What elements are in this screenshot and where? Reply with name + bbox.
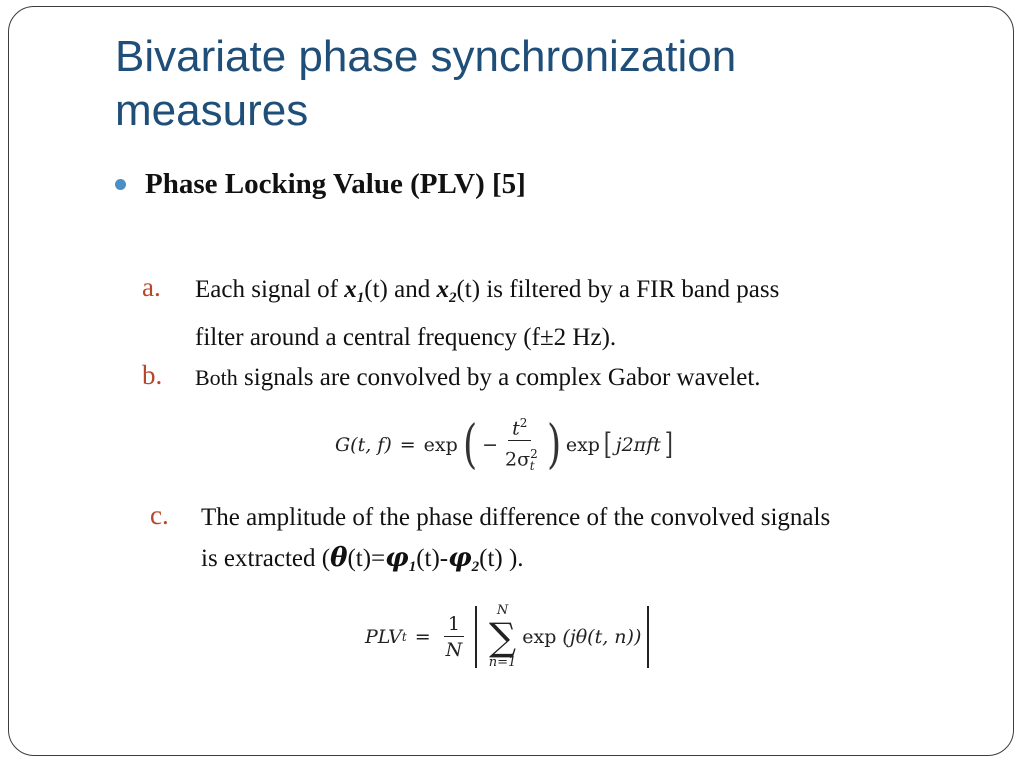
var-x2: x bbox=[436, 276, 449, 303]
item-c-part: is extracted ( bbox=[201, 545, 331, 572]
item-marker-b: b. bbox=[142, 360, 163, 390]
gabor-den: 2σ bbox=[505, 448, 531, 471]
gabor-num: t bbox=[512, 417, 520, 440]
plv-eq: = bbox=[414, 626, 431, 648]
var-phi2: φ bbox=[448, 543, 472, 573]
gabor-lhs: G(t, f) bbox=[335, 434, 392, 456]
var-x1: x bbox=[344, 276, 357, 303]
item-c-line1: The amplitude of the phase difference of the convolved signals bbox=[201, 504, 831, 531]
sum-operator bbox=[489, 604, 517, 670]
item-marker-a: a. bbox=[142, 272, 161, 302]
var-x1-sub: 1 bbox=[356, 290, 365, 306]
gabor-fraction-den bbox=[501, 441, 539, 479]
abs-left-bar-icon bbox=[475, 606, 477, 668]
left-bracket-icon: [ bbox=[603, 427, 612, 462]
gabor-minus: − bbox=[482, 434, 499, 456]
item-a-part: Each signal of bbox=[195, 276, 345, 303]
gabor-fraction-num bbox=[508, 411, 531, 441]
item-c-part: (t)- bbox=[416, 545, 449, 572]
right-bracket-icon: ] bbox=[664, 427, 673, 462]
item-marker-c: c. bbox=[150, 500, 169, 530]
plv-fraction bbox=[442, 612, 467, 663]
item-b-lead: Both bbox=[195, 365, 238, 390]
item-c-part: (t)= bbox=[347, 545, 386, 572]
formula-plv bbox=[365, 602, 655, 672]
var-phi1: φ bbox=[385, 543, 409, 573]
item-b-text bbox=[195, 358, 955, 398]
gabor-num-sup: 2 bbox=[519, 415, 528, 430]
plv-lhs-sub: t bbox=[401, 630, 407, 644]
bullet-dot-icon bbox=[115, 179, 126, 190]
right-paren-icon: ) bbox=[546, 415, 561, 475]
sigma-icon: ∑ bbox=[488, 615, 517, 659]
gabor-eq: = bbox=[399, 434, 416, 456]
plv-arg: (jθ(t, n)) bbox=[562, 626, 642, 648]
item-c-part: (t) ). bbox=[479, 545, 524, 572]
plv-den: N bbox=[445, 638, 463, 661]
gabor-exp1: exp bbox=[423, 434, 458, 456]
gabor-den-sup: 2 bbox=[530, 447, 538, 462]
plv-num: 1 bbox=[444, 612, 464, 637]
bullet-text: Phase Locking Value (PLV) [5] bbox=[145, 168, 526, 200]
left-paren-icon: ( bbox=[462, 415, 478, 475]
var-phi2-sub: 2 bbox=[471, 559, 480, 575]
gabor-fraction bbox=[501, 411, 539, 479]
item-a-text bbox=[195, 270, 955, 358]
var-theta: θ bbox=[330, 543, 348, 573]
sum-bottom: n=1 bbox=[488, 655, 517, 670]
gabor-exp2: exp bbox=[565, 434, 600, 456]
gabor-arg: j2πft bbox=[615, 434, 661, 456]
plv-exp: exp bbox=[522, 626, 557, 648]
var-x2-sub: 2 bbox=[448, 290, 457, 306]
bullet-item bbox=[115, 168, 526, 201]
item-b-rest: signals are convolved by a complex Gabor wavelet. bbox=[237, 364, 761, 391]
item-c-text bbox=[201, 498, 981, 587]
item-a-part: (t) and bbox=[364, 276, 437, 303]
formula-gabor bbox=[335, 412, 677, 478]
sum-top: N bbox=[496, 603, 509, 618]
gabor-den-sub: t bbox=[529, 459, 535, 474]
slide-title: Bivariate phase synchronization measures bbox=[115, 32, 737, 135]
abs-right-bar-icon bbox=[647, 606, 649, 668]
plv-lhs: PLV bbox=[365, 626, 402, 648]
var-phi1-sub: 1 bbox=[408, 559, 417, 575]
item-a-part: (t) is filtered by a FIR band pass bbox=[456, 276, 780, 303]
item-a-line2: filter around a central frequency (f±2 Hz). bbox=[195, 324, 617, 351]
